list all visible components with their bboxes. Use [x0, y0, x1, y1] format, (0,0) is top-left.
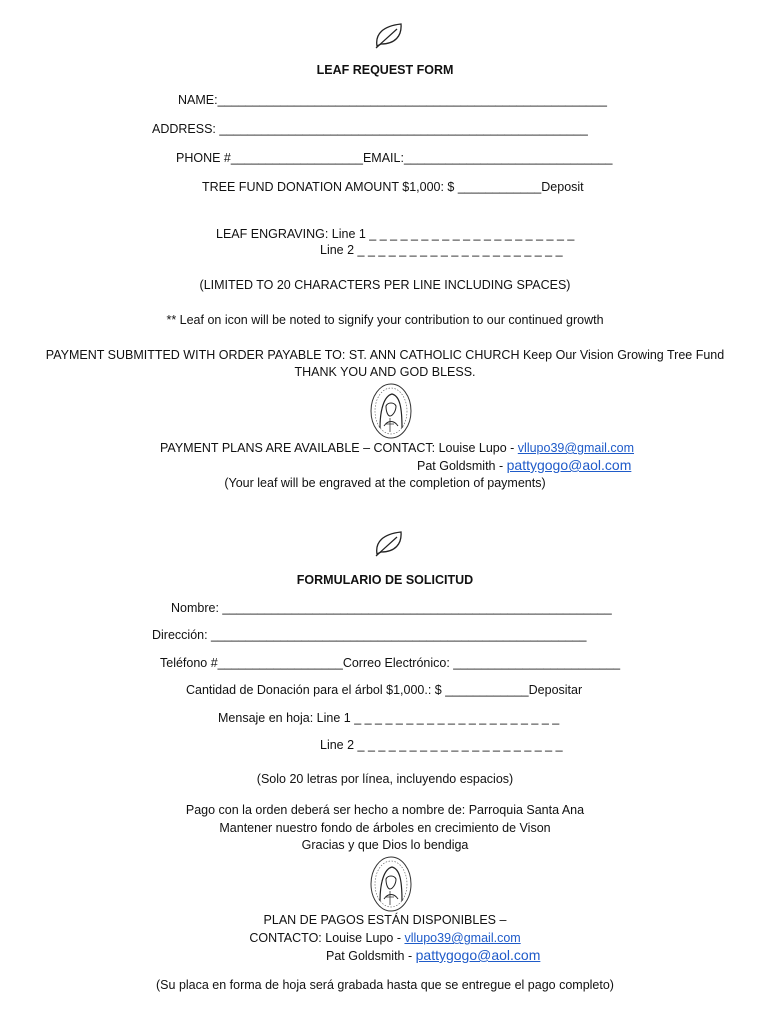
planes-line: PLAN DE PAGOS ESTÁN DISPONIBLES – — [263, 913, 507, 927]
pago-line-3: Gracias y que Dios lo bendiga — [301, 838, 469, 852]
name-field[interactable]: NAME:________________________________________________________ — [178, 93, 607, 107]
icon-note: ** Leaf on icon will be noted to signify your contribution to our continued growth — [166, 313, 604, 327]
leaf-icon — [373, 20, 407, 50]
contacto-line — [0, 930, 770, 946]
payment-payable-to: PAYMENT SUBMITTED WITH ORDER PAYABLE TO: ST. ANN CATHOLIC CHURCH Keep Our Vision Growing Tree Fund — [45, 348, 725, 362]
donacion-field[interactable]: Cantidad de Donación para el árbol $1,000.: $ ____________Depositar — [186, 683, 583, 697]
contact2 — [417, 457, 631, 474]
engraved-note-spanish: (Su placa en forma de hoja será grabada hasta que se entregue el pago completo) — [156, 978, 614, 992]
direccion-field[interactable]: Dirección: ______________________________________________________ — [152, 628, 587, 642]
nombre-field[interactable]: Nombre: ________________________________________________________ — [171, 601, 612, 615]
payment-plans-label: PAYMENT PLANS ARE AVAILABLE – CONTACT: Louise Lupo - — [160, 441, 518, 455]
pago-line-2: Mantener nuestro fondo de árboles en crecimiento de Vison — [219, 821, 551, 835]
thank-you-note: THANK YOU AND GOD BLESS. — [294, 365, 476, 379]
contacto2 — [326, 947, 540, 964]
engraved-note: (Your leaf will be engraved at the completion of payments) — [224, 476, 546, 490]
contacto2-name: Pat Goldsmith - — [326, 949, 416, 963]
donation-amount-field[interactable]: TREE FUND DONATION AMOUNT $1,000: $ ____________Deposit — [202, 180, 584, 194]
character-limit-note: (LIMITED TO 20 CHARACTERS PER LINE INCLUDING SPACES) — [199, 278, 571, 292]
form-title: LEAF REQUEST FORM — [316, 63, 454, 77]
telefono-correo-field[interactable]: Teléfono #__________________Correo Electrónico: ________________________ — [160, 656, 621, 670]
mensaje-line-2[interactable]: Line 2 _ _ _ _ _ _ _ _ _ _ _ _ _ _ _ _ _ _ _ _ — [320, 738, 563, 752]
leaf-icon — [373, 528, 407, 558]
character-limit-note-spanish: (Solo 20 letras por línea, incluyendo espacios) — [256, 772, 514, 786]
saint-ann-emblem — [368, 855, 414, 913]
mensaje-line-1[interactable]: Mensaje en hoja: Line 1 _ _ _ _ _ _ _ _ _ _ _ _ _ _ _ _ _ _ _ _ — [218, 711, 560, 725]
engraving-line-1[interactable]: LEAF ENGRAVING: Line 1 _ _ _ _ _ _ _ _ _ _ _ _ _ _ _ _ _ _ _ _ — [216, 227, 575, 241]
contacto-label: CONTACTO: Louise Lupo - — [249, 931, 405, 945]
contacto2-email-link[interactable]: pattygogo@aol.com — [415, 947, 541, 963]
phone-email-field[interactable]: PHONE #___________________EMAIL:______________________________ — [176, 151, 613, 165]
form-title-spanish: FORMULARIO DE SOLICITUD — [296, 573, 474, 587]
contact2-email-link[interactable]: pattygogo@aol.com — [506, 457, 632, 473]
saint-ann-emblem — [368, 382, 414, 440]
engraving-line-2[interactable]: Line 2 _ _ _ _ _ _ _ _ _ _ _ _ _ _ _ _ _ _ _ _ — [320, 243, 563, 257]
contact2-name: Pat Goldsmith - — [417, 459, 507, 473]
contacto1-email-link[interactable]: vllupo39@gmail.com — [404, 931, 521, 945]
pago-line-1: Pago con la orden deberá ser hecho a nombre de: Parroquia Santa Ana — [185, 803, 585, 817]
contact1-email-link[interactable]: vllupo39@gmail.com — [517, 441, 635, 455]
payment-plans-contact — [160, 440, 634, 456]
address-field[interactable]: ADDRESS: _____________________________________________________ — [152, 122, 588, 136]
